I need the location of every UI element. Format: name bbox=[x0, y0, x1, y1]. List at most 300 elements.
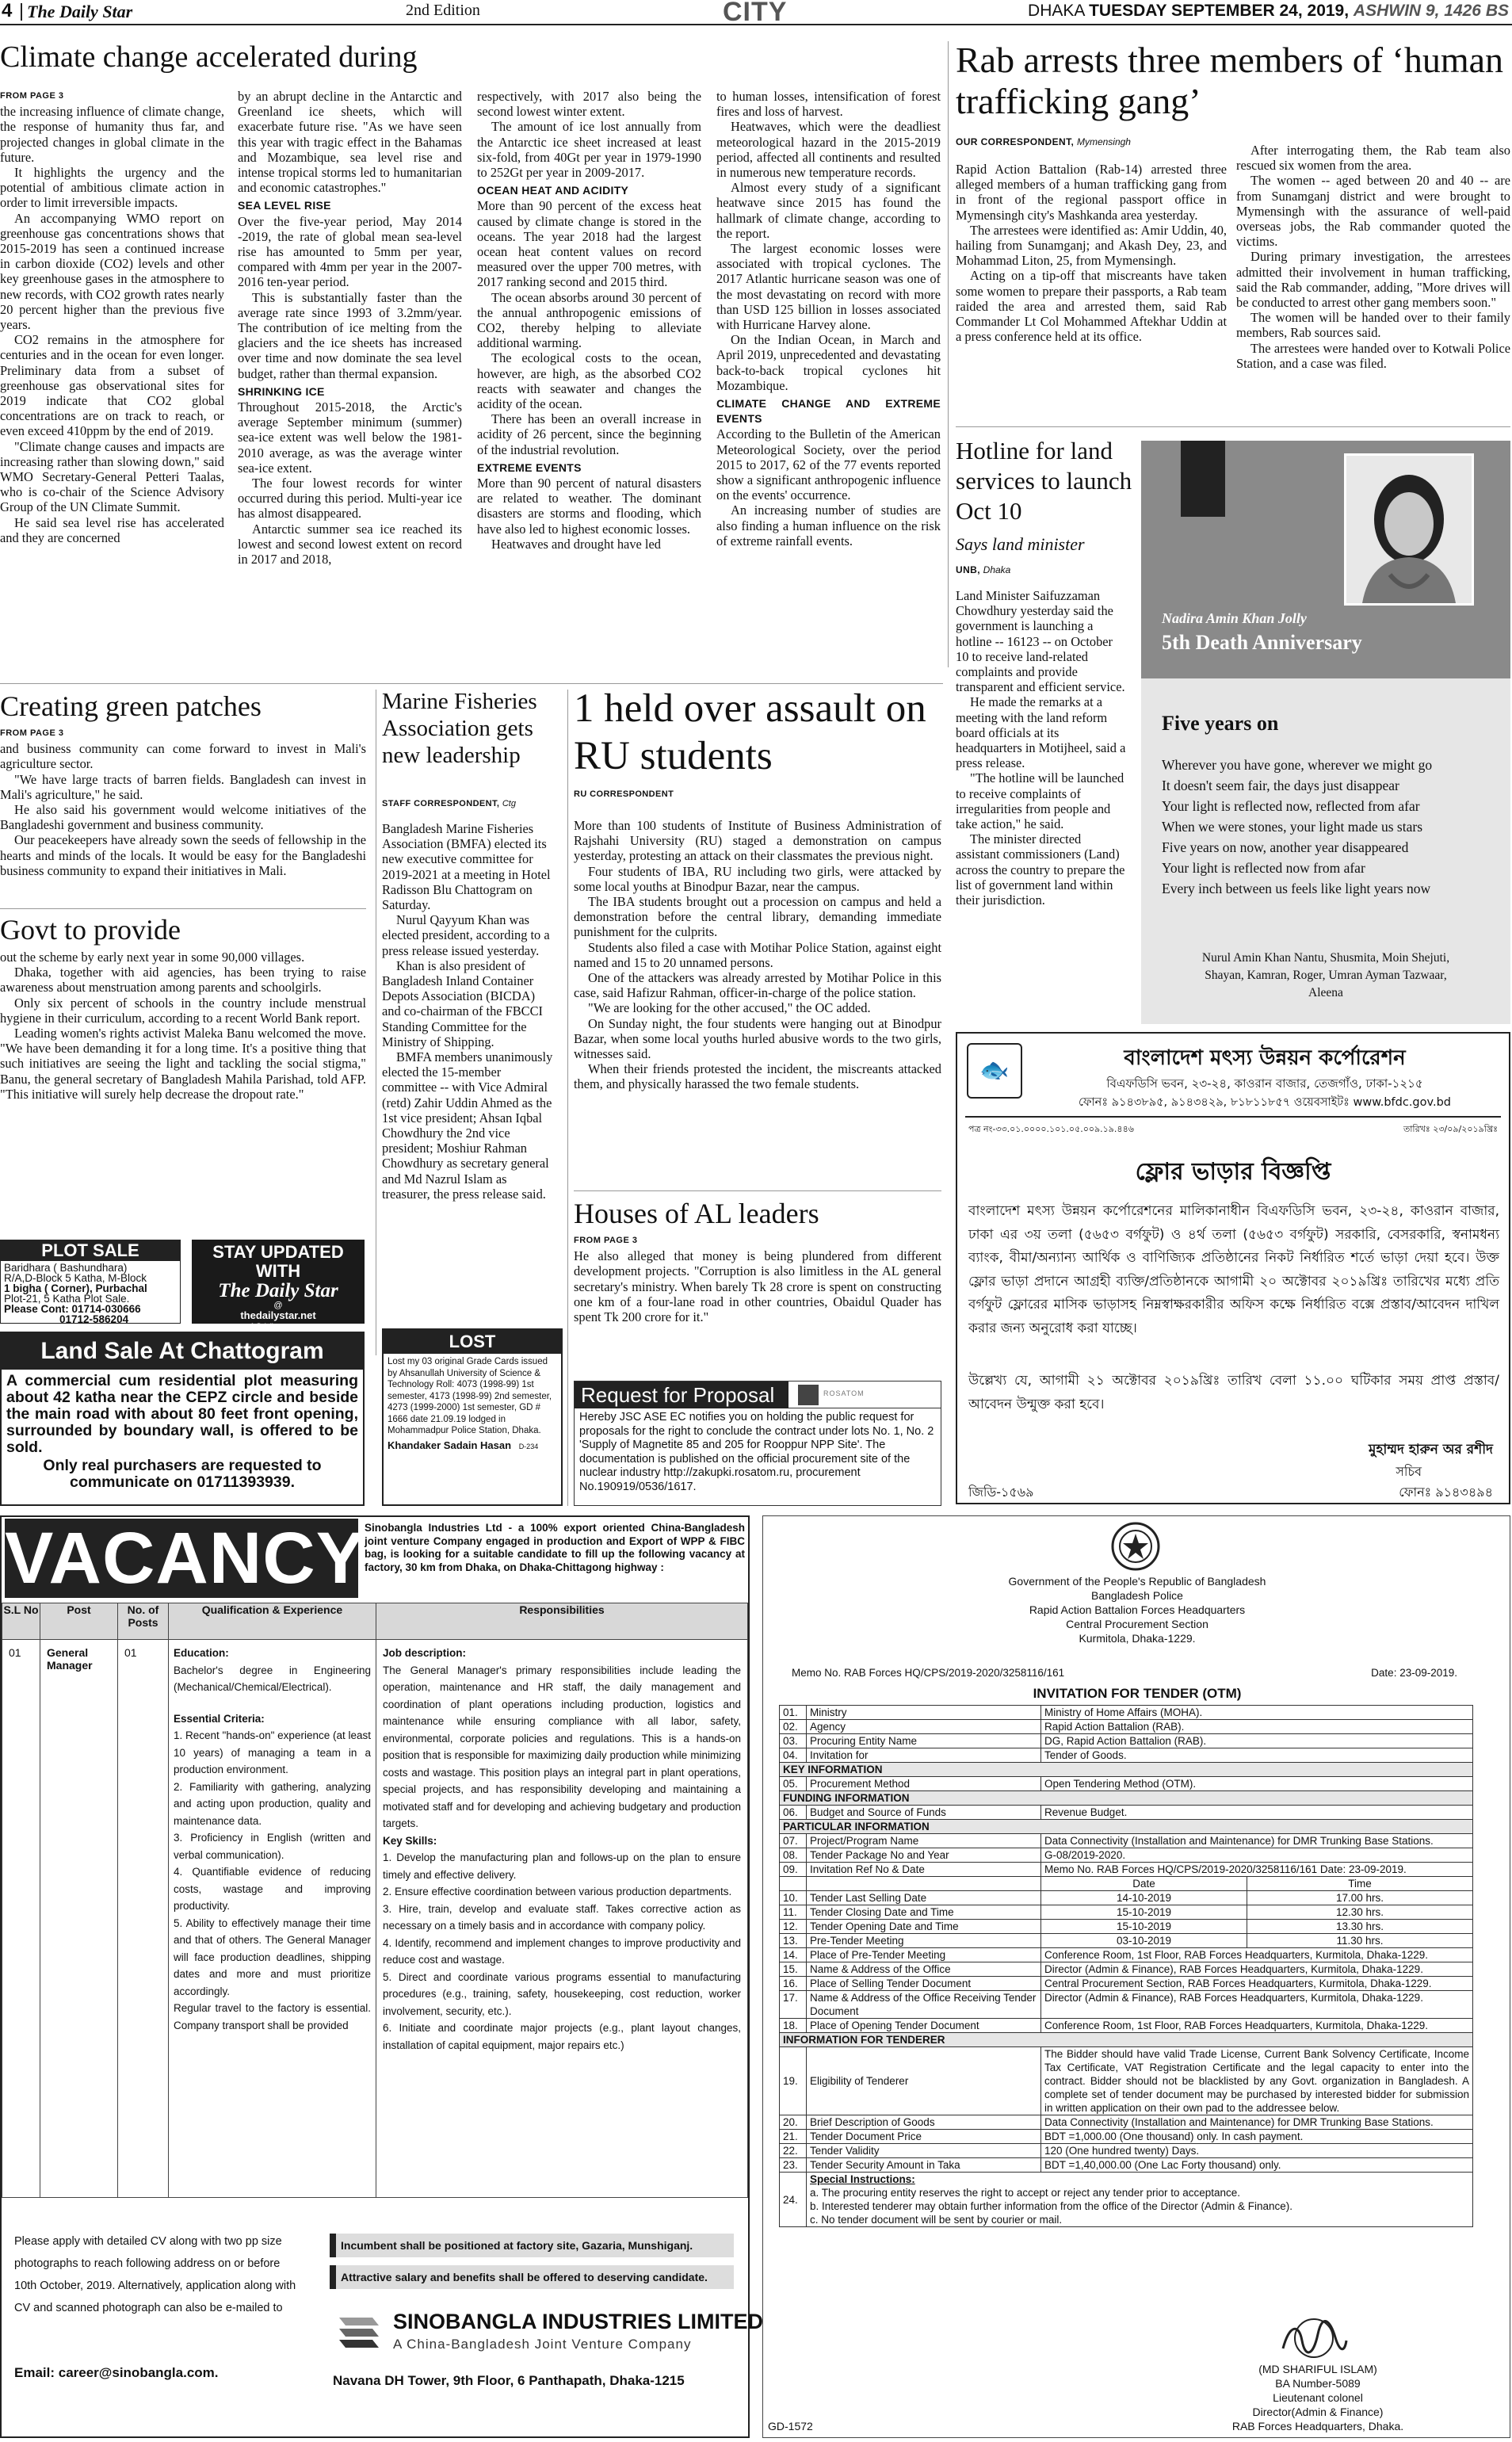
col-header: Responsibilities bbox=[376, 1603, 748, 1640]
land-sale-ad bbox=[0, 1332, 365, 1506]
from-page-label: FROM PAGE 3 bbox=[0, 91, 64, 101]
paragraph: the increasing influence of climate change, the response of humanity thus far, and projected changes in global climate in the future. bbox=[0, 104, 224, 165]
sig-ba: BA Number-5089 bbox=[1275, 2377, 1361, 2390]
stay-updated-social[interactable]: f @dailystarnews bbox=[250, 1322, 306, 1330]
table-row bbox=[780, 1991, 1473, 2019]
tender-title: INVITATION FOR TENDER (OTM) bbox=[1033, 1686, 1242, 1701]
paragraph: More than 90 percent of natural disasters are related to weather. The dominant disasters are storms and flooding, which have also led to highest economic losses. bbox=[477, 476, 701, 537]
special-item: a. The procuring entity reserves the right to accept or reject any tender prior to acceptance. bbox=[810, 2187, 1241, 2199]
paragraph: Rapid Action Battalion (Rab-14) arrested three alleged members of a human trafficking gang from in front of the regional passport office in Mymensingh city's Mashkanda area yesterday. bbox=[956, 162, 1227, 223]
plot-line: Please Cont: 01714-030666 bbox=[4, 1303, 141, 1315]
row-value: DG, Rapid Action Battalion (RAB). bbox=[1041, 1734, 1473, 1748]
row-no: 09. bbox=[780, 1863, 807, 1877]
col-header: S.L No bbox=[2, 1603, 40, 1640]
table-row bbox=[780, 1706, 1473, 1720]
dateline-date: TUESDAY SEPTEMBER 24, 2019, bbox=[1089, 2, 1350, 20]
poem-line: Your light is reflected now, reflected from afar bbox=[1162, 798, 1420, 814]
section-rule bbox=[0, 683, 943, 684]
sig-rank: Lieutenant colonel bbox=[1273, 2391, 1363, 2404]
bfdc-memo: পত্র নং-৩৩.০১.০০০০.১০১.০৫.০০৯.১৯.৪৪৬ bbox=[968, 1124, 1134, 1134]
tender-gov-5: Kurmitola, Dhaka-1229. bbox=[1079, 1632, 1196, 1645]
row-label: Name & Address of the Office Receiving Tender Document bbox=[807, 1991, 1041, 2019]
page-number: 4 bbox=[2, 0, 13, 21]
paragraph: out the scheme by early next year in some 90,000 villages. bbox=[0, 950, 305, 965]
table-row bbox=[780, 2019, 1473, 2033]
paragraph: CO2 remains in the atmosphere for centuries and in the ocean for even longer. Preliminary data from a subset of greenhouse gas observational sites for 2019 indicate that CO2 global concentrations are on track to reach, or even exceed 410ppm by the end of 2019. bbox=[0, 332, 224, 439]
row-label: Brief Description of Goods bbox=[807, 2115, 1041, 2130]
rab-col-2 bbox=[1236, 143, 1510, 371]
marine-headline: Marine Fisheries Association gets new leadership bbox=[382, 689, 537, 768]
row-value: 120 (One hundred twenty) Days. bbox=[1041, 2144, 1473, 2158]
row-value: Central Procurement Section, RAB Forces Headquarters, Kurmitola, Dhaka-1229. bbox=[1041, 1977, 1473, 1991]
date-time-header bbox=[780, 1877, 1473, 1891]
edu-title: Education: bbox=[174, 1647, 229, 1659]
row-no: 13. bbox=[780, 1934, 807, 1948]
poem-line: Every inch between us feels like light years now bbox=[1162, 881, 1431, 896]
land-sale-footer: Only real purchasers are requested to communicate on 01711393939. bbox=[43, 1457, 322, 1491]
poem-line: Five years on now, another year disappeared bbox=[1162, 839, 1409, 855]
rab-byline bbox=[956, 136, 1131, 147]
special-item: c. No tender document will be sent by courier or mail. bbox=[810, 2214, 1063, 2226]
paragraph: "We have large tracts of barren fields. Bangladesh can invest in Mali's agriculture," he said. bbox=[0, 771, 366, 802]
row-value: G-08/2019-2020. bbox=[1041, 1848, 1473, 1863]
plot-sale-body bbox=[1, 1261, 180, 1326]
table-row bbox=[780, 1962, 1473, 1977]
stay-updated-url: thedailystar.net bbox=[240, 1309, 316, 1321]
column-rule bbox=[567, 690, 568, 1506]
tender-table bbox=[779, 1705, 1473, 2227]
dateline bbox=[1028, 2, 1509, 21]
row-value: Memo No. RAB Forces HQ/CPS/2019-2020/3258116/161 Date: 23-09-2019. bbox=[1041, 1863, 1473, 1877]
paragraph: It highlights the urgency and the potential of ambitious climate action in order to limit irreversible impacts. bbox=[0, 165, 224, 211]
row-label: Tender Package No and Year bbox=[807, 1848, 1041, 1863]
row-value: Director (Admin & Finance), RAB Forces Headquarters, Kurmitola, Dhaka-1229. bbox=[1041, 1991, 1473, 2019]
criteria-item: 5. Ability to effectively manage their time and that of others. The General Manager will face production deadlines, shipping dates and more and must prioritize accordingly. bbox=[174, 1917, 371, 1997]
paragraph: Heatwaves and drought have led bbox=[491, 536, 661, 552]
vacancy-note-2: Attractive salary and benefits shall be offered to deserving candidate. bbox=[330, 2265, 734, 2289]
paragraph: He said sea level rise has accelerated and they are concerned bbox=[0, 514, 224, 545]
table-row bbox=[780, 2130, 1473, 2144]
poem-line: It doesn't seem fair, the days just disappear bbox=[1162, 778, 1399, 793]
paragraph: Our peacekeepers have already sown the seeds of fellowship in the hearts and minds of the locals. It would be easy for the Bangladeshi business community to expand their initiatives in Mali. bbox=[0, 832, 366, 878]
portrait-photo bbox=[1344, 453, 1474, 606]
job-title: Job description: bbox=[383, 1647, 467, 1659]
bfdc-body-2: উল্লেখ্য যে, আগামী ২১ অক্টোবর ২০১৯খ্রিঃ তারিখ বেলা ১১.০০ ঘটিকার সময় প্রাপ্ত প্রস্তাব/আবেদন উন্মুক্ত করা হবে। bbox=[968, 1373, 1499, 1412]
paragraph: Leading women's rights activist Maleka Banu welcomed the move. "We have been demanding it for a long time. It's a positive thing that such initiatives are seeing the light and tackling the social stigma," Banu, the general secretary of Bangladesh Mahila Parishad, told AFP. "This initiative will surely help decrease the dropout rate." bbox=[0, 1026, 366, 1102]
row-label: Agency bbox=[807, 1720, 1041, 1734]
row-no: 03. bbox=[780, 1734, 807, 1748]
obituary-name: Nadira Amin Khan Jolly bbox=[1162, 610, 1307, 626]
row-no: 14. bbox=[780, 1948, 807, 1962]
vacancy-ad bbox=[0, 1515, 764, 2438]
table-row bbox=[780, 1948, 1473, 1962]
section-label: KEY INFORMATION bbox=[780, 1763, 1473, 1777]
col-header: Time bbox=[1247, 1877, 1473, 1891]
rfp-header bbox=[575, 1382, 941, 1408]
row-no: 17. bbox=[780, 1991, 807, 2019]
paragraph: Students also filed a case with Motihar Police Station, against eight named and 15 to 20 unnamed persons. bbox=[574, 939, 941, 970]
row-label: Name & Address of the Office bbox=[807, 1962, 1041, 1977]
plot-line: R/A,D-Block 5 Katha, M-Block bbox=[4, 1272, 147, 1284]
row-value: Rapid Action Battalion (RAB). bbox=[1041, 1720, 1473, 1734]
paragraph: Dhaka, together with aid agencies, has been trying to raise awareness about menstruation among parents and schoolgirls. bbox=[0, 965, 366, 996]
tender-gov-2: Bangladesh Police bbox=[1091, 1589, 1183, 1602]
cell-qualification bbox=[169, 1640, 376, 2198]
row-value: BDT =1,40,000.00 (One Lac Forty thousand) only. bbox=[1041, 2158, 1473, 2173]
company-address: Navana DH Tower, 9th Floor, 6 Panthapath, Dhaka-1215 bbox=[333, 2373, 685, 2388]
row-value: Conference Room, 1st Floor, RAB Forces Headquarters, Kurmitola, Dhaka-1229. bbox=[1041, 1948, 1473, 1962]
row-label: Tender Last Selling Date bbox=[807, 1891, 1041, 1905]
dateline-city: DHAKA bbox=[1028, 2, 1085, 20]
row-value: The Bidder should have valid Trade License, Current Bank Solvency Certificate, Income Tax Certificate, VAT Registration Certificate and the legal capacity to enter into the contract. Bidder should not be blacklisted by any Govt. organization in Bangladesh. A complete set of tender document may be purchased by interested bidder for submission in written application on their own pad to the addressee below. bbox=[1041, 2047, 1473, 2115]
section-label: FUNDING INFORMATION bbox=[780, 1791, 1473, 1806]
row-date: 15-10-2019 bbox=[1041, 1920, 1247, 1934]
paragraph: and business community can come forward to invest in Mali's agriculture sector. bbox=[0, 741, 366, 772]
paragraph: The four lowest records for winter occurred during this period. Multi-year ice has almost disappeared. bbox=[238, 476, 462, 522]
row-label: Budget and Source of Funds bbox=[807, 1806, 1041, 1820]
row-label: Procuring Entity Name bbox=[807, 1734, 1041, 1748]
from-page-label: FROM PAGE 3 bbox=[574, 1236, 638, 1245]
row-no: 12. bbox=[780, 1920, 807, 1934]
table-row bbox=[780, 2144, 1473, 2158]
vacancy-note-1: Incumbent shall be positioned at factory site, Gazaria, Munshiganj. bbox=[330, 2234, 734, 2257]
cell-responsibilities bbox=[376, 1640, 748, 2198]
dateline-bangla: ASHWIN 9, 1426 BS bbox=[1353, 2, 1509, 20]
table-row bbox=[780, 1891, 1473, 1905]
bfdc-signer-title: সচিব bbox=[1396, 1464, 1422, 1479]
bfdc-address: বিএফডিসি ভবন, ২৩-২৪, কাওরান বাজার, তেজগাঁও, ঢাকা-১২১৫ bbox=[1106, 1076, 1423, 1091]
marine-body bbox=[382, 821, 555, 1202]
paragraph: by an abrupt decline in the Antarctic and Greenland ice sheets, which will exacerbate future rise. "As we have seen this year with tragic effect in the Bahamas and Mozambique, sea level rise and intense tropical storms led to humanitarian and economic catastrophes." bbox=[238, 89, 462, 196]
row-no: 18. bbox=[780, 2019, 807, 2033]
row-no: 01. bbox=[780, 1706, 807, 1720]
paragraph: Throughout 2015-2018, the Arctic's average September minimum (summer) sea-ice extent was well below the 1981-2010 average, as was the average winter sea-ice extent. bbox=[238, 399, 462, 476]
paragraph: respectively, with 2017 also being the second lowest winter extent. bbox=[477, 89, 701, 120]
paragraph: After interrogating them, the Rab team also rescued six women from the area. bbox=[1236, 143, 1510, 174]
row-no: 21. bbox=[780, 2130, 807, 2144]
paragraph: According to the Bulletin of the American Meteorological Society, over the period 2015 to 2017, 62 of the 77 events reported show a significant anthropogenic influence on the events' occurrence. bbox=[716, 426, 941, 503]
section-rule bbox=[574, 1190, 941, 1191]
paragraph: Four students of IBA, RU including two girls, were attacked by some local youths at Binodpur Bazar, near the campus. bbox=[574, 863, 941, 894]
vacancy-email[interactable]: Email: career@sinobangla.com. bbox=[14, 2365, 219, 2380]
table-row bbox=[780, 2158, 1473, 2173]
poem-line: When we were stones, your light made us stars bbox=[1162, 819, 1423, 835]
table-row bbox=[780, 1905, 1473, 1920]
plot-line: 01712-586204 bbox=[59, 1313, 129, 1325]
section-row bbox=[780, 1763, 1473, 1777]
table-row bbox=[780, 1977, 1473, 1991]
masthead-logo: The Daily Star bbox=[27, 2, 133, 21]
criteria-item: 1. Recent "hands-on" experience (at least 10 years) of managing a team in a production environment. bbox=[174, 1729, 371, 1775]
row-no: 10. bbox=[780, 1891, 807, 1905]
row-label: Eligibility of Tenderer bbox=[807, 2047, 1041, 2115]
subhead: CLIMATE CHANGE AND EXTREME EVENTS bbox=[716, 397, 941, 426]
byline-text: STAFF CORRESPONDENT, bbox=[382, 799, 500, 808]
stay-updated-at: @ bbox=[273, 1301, 283, 1310]
edition-label: 2nd Edition bbox=[406, 2, 480, 19]
signature-scribble bbox=[1278, 2317, 1350, 2360]
from-page-label: FROM PAGE 3 bbox=[0, 728, 64, 738]
hotline-kicker: Says land minister bbox=[956, 534, 1085, 554]
bfdc-logo: 🐟 bbox=[967, 1043, 1022, 1099]
paragraph: He also said his government would welcome initiatives of the Bangladeshi government and business community. bbox=[0, 802, 366, 833]
hotline-byline bbox=[956, 564, 1010, 575]
lost-code: D-234 bbox=[518, 1442, 539, 1450]
row-value: Open Tendering Method (OTM). bbox=[1041, 1777, 1473, 1791]
cell-sl: 01 bbox=[2, 1640, 40, 2198]
company-name: SINOBANGLA INDUSTRIES LIMITED bbox=[393, 2310, 764, 2333]
ru-byline: RU CORRESPONDENT bbox=[574, 789, 674, 799]
black-band bbox=[1181, 441, 1225, 517]
climate-col-3 bbox=[477, 89, 701, 552]
paragraph: The women -- aged between 20 and 40 -- are from Sunamganj district and were brought to Mymensingh with the assurance of well-paid overseas jobs, the Rab commander quoted the victims. bbox=[1236, 173, 1510, 250]
tender-gov-1: Government of the People's Republic of Bangladesh bbox=[1008, 1575, 1266, 1588]
table-row bbox=[780, 1806, 1473, 1820]
bfdc-gd: জিডি-১৫৬৯ bbox=[968, 1485, 1034, 1500]
table-row bbox=[780, 1720, 1473, 1734]
bfdc-body: বাংলাদেশ মৎস্য উন্নয়ন কর্পোরেশনের মালিকানাধীন বিএফডিসি ভবন, ২৩-২৪, কাওরান বাজার, ঢাকা এর ৩য় তলা (৫৬৫৩ বর্গফুট) ও ৪র্থ তলা (৫৬৫৩ বর্গফুট) সরকারি, বেসরকারি, স্বনামধন্য ব্যাংক, বীমা/অন্যান্য আর্থিক ও বাণিজ্যিক প্রতিষ্ঠানের নিকট নির্ধারিত শর্তে ভাড়া দেয়া হবে। উক্ত ফ্লোর ভাড়া প্রদানে আগ্রহী ব্যক্তি/প্রতিষ্ঠানকে আগামী ২০ অক্টোবর ২০১৯খ্রিঃ তারিখের মধ্যে প্রতি বর্গফুট ফ্লোরের মাসিক ভাড়াসহ নিম্নস্বাক্ষরকারীর অফিস কক্ষে নির্ধারিত বক্সে প্রস্তাব/আবেদন দাখিল করার জন্য অনুরোধ করা যাচ্ছে। bbox=[968, 1203, 1499, 1336]
row-label: Tender Security Amount in Taka bbox=[807, 2158, 1041, 2173]
row-label: Place of Selling Tender Document bbox=[807, 1977, 1041, 1991]
table-row bbox=[780, 1848, 1473, 1863]
row-label: Ministry bbox=[807, 1706, 1041, 1720]
ru-headline: 1 held over assault on RU students bbox=[574, 686, 926, 778]
plot-sale-ad bbox=[0, 1240, 181, 1324]
row-no: 24. bbox=[780, 2173, 807, 2227]
stay-updated-ad bbox=[192, 1240, 365, 1330]
bfdc-date: তারিখঃ ২৩/০৯/২০১৯খ্রিঃ bbox=[1403, 1124, 1498, 1134]
paragraph: to human losses, intensification of forest fires and loss of harvest. bbox=[716, 89, 941, 120]
paragraph: More than 90 percent of the excess heat caused by climate change is stored in the oceans. The year 2018 had the largest ocean heat content values on record measured over the upper 700 metres, with 2017 ranking second and 2015 third. bbox=[477, 198, 701, 290]
bfdc-phone: ফোনঃ ৯১৪৩৪৯৪ bbox=[1399, 1485, 1493, 1500]
paragraph: An accompanying WMO report on greenhouse gas concentrations shows that 2015-2019 has seen a continued increase in carbon dioxide (CO2) levels and other key greenhouse gases in the atmosphere to new records, with CO2 growth rates nearly 20 percent higher than the previous five years. bbox=[0, 210, 224, 333]
rab-headline: Rab arrests three members of ‘human trafficking gang’ bbox=[956, 40, 1504, 121]
section-label: INFORMATION FOR TENDERER bbox=[780, 2033, 1473, 2047]
houses-body bbox=[574, 1233, 941, 1324]
rfp-body: Hereby JSC ASE EC notifies you on holding the public request for proposals for the right to conclude the contract under lots No. 1, No. 2 'Supply of Magnetite 85 and 205 for Rooppur NPP Site'. The documentation is published on the official procurement site of the nuclear industry http://zakupki.rosatom.ru, procurement No.190919/0536/1617. bbox=[579, 1411, 934, 1493]
tender-date: Date: 23-09-2019. bbox=[1371, 1667, 1457, 1679]
obituary-family: Nurul Amin Khan Nantu, Shusmita, Moin Shejuti, Shayan, Kamran, Roger, Umran Ayman Tazwaar, Aleena bbox=[1201, 951, 1450, 999]
plot-line: Plot-21, 5 Katha Plot Sale. bbox=[4, 1293, 130, 1305]
special-item: b. Interested tenderer may obtain further information from the office of the Director (Admin & Finance). bbox=[810, 2200, 1293, 2212]
paragraph: The arrestees were handed over to Kotwali Police Station, and a case was filed. bbox=[1236, 340, 1510, 371]
company-subtitle: A China-Bangladesh Joint Venture Company bbox=[393, 2337, 692, 2352]
criteria-item: 3. Proficiency in English (written and verbal communication). bbox=[174, 1832, 371, 1861]
page-header bbox=[0, 0, 1512, 25]
tender-gov-4: Central Procurement Section bbox=[1066, 1618, 1208, 1630]
row-label: Tender Document Price bbox=[807, 2130, 1041, 2144]
paragraph: This is substantially faster than the average rate since 1993 of 3.2mm/year. The contribution of ice melting from the glaciers and the ice sheets has increased over time and now dominate the sea level budget, rather than thermal expansion. bbox=[238, 289, 462, 381]
paragraph: BMFA members unanimously elected the 15-member committee -- with Vice Admiral (retd) Zahir Uddin Ahmed as the 1st vice president; Ahsan Iqbal Chowdhury the 2nd vice president; Moshiur Rahman Chowdhury as secretary general and Md Nazrul Islam as treasurer, the press release said. bbox=[382, 1049, 553, 1202]
ess-title: Essential Criteria: bbox=[174, 1712, 265, 1725]
lost-signature-row bbox=[384, 1439, 561, 1451]
lost-title: LOST bbox=[384, 1330, 561, 1354]
paragraph: Khan is also president of Bangladesh Inland Container Depots Association (BICDA) and co-chairman of the FBCCI Standing Committee for the Ministry of Shipping. bbox=[382, 957, 544, 1049]
vacancy-header bbox=[2, 1517, 748, 1603]
col-header: Date bbox=[1041, 1877, 1247, 1891]
row-label: Invitation for bbox=[807, 1748, 1041, 1763]
row-value: Tender of Goods. bbox=[1041, 1748, 1473, 1763]
sig-name: (MD SHARIFUL ISLAM) bbox=[1258, 2363, 1377, 2375]
sinobangla-logo-icon bbox=[333, 2310, 385, 2354]
lost-signature: Khandaker Sadain Hasan bbox=[388, 1439, 512, 1451]
paragraph: Land Minister Saifuzzaman Chowdhury yesterday said the government is launching a hotline -- 16123 -- on October 10 to receive land-related complaints and provide transparent and efficient service. bbox=[956, 588, 1125, 695]
portrait-icon bbox=[1346, 456, 1472, 603]
bfdc-org: বাংলাদেশ মৎস্য উন্নয়ন কর্পোরেশন bbox=[1124, 1046, 1406, 1070]
stay-updated-title: STAY UPDATED WITH bbox=[212, 1242, 344, 1281]
paragraph: There has been an overall increase in acidity of 26 percent, since the beginning of the industrial revolution. bbox=[477, 411, 701, 457]
vacancy-table bbox=[2, 1603, 748, 2198]
land-sale-title: Land Sale At Chattogram bbox=[2, 1333, 363, 1370]
row-label: Invitation Ref No & Date bbox=[807, 1863, 1041, 1877]
rfp-ad bbox=[574, 1381, 941, 1506]
paragraph: He also alleged that money is being plundered from different development projects. "Corruption is also limitless in the AL general secretary's ministry. When barely Tk 28 crore is spent on constructing one km of a four-lane road in other countries, Obaidul Quader has spent Tk 200 crore for it." bbox=[574, 1248, 941, 1325]
row-no: 08. bbox=[780, 1848, 807, 1863]
rfp-title: Request for Proposal bbox=[575, 1382, 788, 1408]
row-no: 16. bbox=[780, 1977, 807, 1991]
paragraph: He made the remarks at a meeting with the land reform board officials at its headquarters in Motijheel, said a press release. bbox=[956, 694, 1126, 771]
rab-col-1 bbox=[956, 162, 1227, 344]
climate-headline: Climate change accelerated during bbox=[0, 40, 418, 74]
cell-post: General Manager bbox=[40, 1640, 118, 2198]
sig-org: RAB Forces Headquarters, Dhaka. bbox=[1231, 2420, 1404, 2432]
houses-headline: Houses of AL leaders bbox=[574, 1198, 819, 1229]
skill-item: 2. Ensure effective coordination between various production departments. bbox=[383, 1886, 732, 1897]
climate-col-1 bbox=[0, 89, 224, 545]
green-body bbox=[0, 726, 366, 878]
paragraph: More than 100 students of Institute of Business Administration of Rajshahi University (RU) staged a demonstration on campus yesterday, protesting an attack on their classmates the previous night. bbox=[574, 818, 941, 864]
lost-ad bbox=[382, 1328, 563, 1506]
hotline-headline: Hotline for land services to launch Oct 10 bbox=[956, 437, 1132, 525]
paragraph: An increasing number of studies are also finding a human influence on the risk of extreme rainfall events. bbox=[716, 503, 941, 548]
row-value: Data Connectivity (Installation and Maintenance) for DMR Trunking Base Stations. bbox=[1041, 2115, 1473, 2130]
paragraph: Bangladesh Marine Fisheries Association (BMFA) elected its new executive committee for 2019-2021 at a meeting in Hotel Radisson Blu Chattogram on Saturday. bbox=[382, 821, 551, 913]
criteria-item: 2. Familiarity with gathering, analyzing and acting upon production, quality and maintenance data. bbox=[174, 1780, 371, 1827]
row-value: Conference Room, 1st Floor, RAB Forces Headquarters, Kurmitola, Dhaka-1229. bbox=[1041, 2019, 1473, 2033]
land-sale-body: A commercial cum residential plot measuring about 42 katha near the CEPZ circle and beside the main road with about 80 feet front opening, surrounded by boundary wall, is offered to be sold. bbox=[6, 1372, 358, 1456]
vacancy-apply: Please apply with detailed CV along with two pp size photographs to reach following address on or before 10th October, 2019. Alternatively, application along with CV and scanned photograph can also be e-mailed to bbox=[14, 2235, 296, 2314]
bfdc-title: ফ্লোর ভাড়ার বিজ্ঞপ্তি bbox=[1135, 1158, 1331, 1186]
poem-line: Your light is reflected now from afar bbox=[1162, 860, 1365, 876]
section-name: CITY bbox=[723, 0, 788, 27]
skill-item: 5. Direct and coordinate various programs essential to manufacturing procedures (e.g., training, safety, housekeeping, cost reduction, worker involvement, security, etc.). bbox=[383, 1970, 741, 2017]
plot-line: Baridhara ( Bashundhara) bbox=[4, 1262, 128, 1274]
row-no: 11. bbox=[780, 1905, 807, 1920]
criteria-item: 4. Quantifiable evidence of reducing costs, wastage and improving productivity. bbox=[174, 1866, 371, 1912]
obituary-box bbox=[1141, 441, 1510, 1024]
row-no: 22. bbox=[780, 2144, 807, 2158]
ru-body bbox=[574, 818, 941, 1092]
row-label: Tender Closing Date and Time bbox=[807, 1905, 1041, 1920]
paragraph: One of the attackers was already arrested by Motihar Police in this case, said Hafizur Rahman, officer-in-charge of the police station. bbox=[574, 970, 941, 1001]
row-no: 23. bbox=[780, 2158, 807, 2173]
bfdc-contact: ফোনঃ ৯১৪৩৮৯৫, ৯১৪৩৪২৯, ৮১৮১১৮৫৭ ওয়েবসাইটঃ www.bfdc.gov.bd bbox=[1079, 1096, 1451, 1109]
row-no: 07. bbox=[780, 1834, 807, 1848]
subhead: SEA LEVEL RISE bbox=[238, 199, 331, 212]
paragraph: The minister directed assistant commissioners (Land) across the country to prepare the list of government land within their jurisdiction. bbox=[956, 831, 1125, 908]
paragraph: The amount of ice lost annually from the Antarctic ice sheet increased at least six-fold, from 40Gt per year in 1979-1990 to 252Gt per year in 2009-2017. bbox=[477, 119, 701, 181]
paragraph: On Sunday night, the four students were hanging out at Binodpur Bazar, when some local youths hurled abusive words to the two girls, witnesses said. bbox=[574, 1015, 941, 1062]
table-row bbox=[780, 2047, 1473, 2115]
cell-num: 01 bbox=[118, 1640, 169, 2198]
skill-item: 1. Develop the manufacturing plan and follows-up on the plan to ensure timely and effective delivery. bbox=[383, 1852, 741, 1881]
poem-line: Wherever you have gone, wherever we might go bbox=[1162, 757, 1433, 773]
tender-gov-3: Rapid Action Battalion Forces Headquarters bbox=[1029, 1603, 1246, 1616]
header-divider bbox=[21, 3, 22, 21]
table-row bbox=[780, 1734, 1473, 1748]
paragraph: Antarctic summer sea ice reached its lowest and second lowest extent on record in 2017 and 2018, bbox=[238, 521, 462, 568]
table-row bbox=[780, 1920, 1473, 1934]
paragraph: On the Indian Ocean, in March and April 2019, unprecedented and devastating back-to-back tropical cyclones hit Mozambique. bbox=[716, 332, 941, 393]
table-row bbox=[780, 1934, 1473, 1948]
paragraph: When their friends protested the incident, the miscreants attacked them, and physically harassed the two female students. bbox=[574, 1061, 941, 1092]
marine-byline bbox=[382, 799, 516, 808]
govt-headline: Govt to provide bbox=[0, 914, 181, 946]
table-row bbox=[780, 1748, 1473, 1763]
paragraph: During primary investigation, the arrestees admitted their involvement in human trafficking, said the Rab commander, adding, "More drives will be conducted to arrest other gang members soon." bbox=[1236, 249, 1510, 311]
row-value: Data Connectivity (Installation and Maintenance) for DMR Trunking Base Stations. bbox=[1041, 1834, 1473, 1848]
section-label: PARTICULAR INFORMATION bbox=[780, 1820, 1473, 1834]
table-row bbox=[780, 2115, 1473, 2130]
green-headline: Creating green patches bbox=[0, 690, 262, 722]
bfdc-signer: মুহাম্মদ হারুন অর রশীদ bbox=[1369, 1442, 1493, 1458]
col-header: No. of Posts bbox=[118, 1603, 169, 1640]
table-row bbox=[780, 1863, 1473, 1877]
vacancy-title: VACANCY bbox=[5, 1518, 366, 1599]
edu-text: Bachelor's degree in Engineering (Mechanical/Chemical/Electrical). bbox=[174, 1664, 371, 1693]
climate-col-2 bbox=[238, 89, 462, 567]
paragraph: Over the five-year period, May 2014 -2019, the rate of global mean sea-level rise has amounted to 5mm per year, compared with 4mm per year in the 2007-2016 ten-year period. bbox=[238, 213, 462, 290]
plot-sale-title: PLOT SALE bbox=[1, 1240, 180, 1261]
tender-memo: Memo No. RAB Forces HQ/CPS/2019-2020/3258116/161 bbox=[792, 1667, 1065, 1679]
bfdc-rule bbox=[965, 1116, 1501, 1118]
byline-place: Ctg bbox=[502, 799, 516, 808]
subhead: OCEAN HEAT AND ACIDITY bbox=[477, 184, 629, 197]
criteria-item: Regular travel to the factory is essential. Company transport shall be provided bbox=[174, 2002, 371, 2031]
paragraph: "Climate change causes and impacts are increasing rather than slowing down," said WMO Secretary-General Petteri Taalas, who is co-chair of the Science Advisory Group of the UN Climate Summit. bbox=[0, 438, 224, 515]
row-label: Place of Opening Tender Document bbox=[807, 2019, 1041, 2033]
row-no: 06. bbox=[780, 1806, 807, 1820]
obituary-anniversary: 5th Death Anniversary bbox=[1162, 631, 1362, 654]
col-header: Post bbox=[40, 1603, 118, 1640]
paragraph: Almost every study of a significant heatwave since 2015 has found the hallmark of climate change, according to the report. bbox=[716, 180, 941, 241]
col-header: Qualification & Experience bbox=[169, 1603, 376, 1640]
row-label: Tender Opening Date and Time bbox=[807, 1920, 1041, 1934]
row-no: 02. bbox=[780, 1720, 807, 1734]
special-title: Special Instructions: bbox=[810, 2173, 915, 2185]
govt-body bbox=[0, 950, 366, 1102]
paragraph: Acting on a tip-off that miscreants have taken some women to prepare their passports, a Rab team raided the area and arrested them, said Rab Commander Lt Col Mohammed Aftekhar Uddin at a press conference held at its office. bbox=[956, 268, 1227, 345]
row-value: BDT =1,000.00 (One thousand) only. In cash payment. bbox=[1041, 2130, 1473, 2144]
paragraph: Nurul Qayyum Khan was elected president, according to a press release issued yesterday. bbox=[382, 912, 550, 958]
rfp-logo-text: ROSATOM bbox=[823, 1389, 865, 1397]
row-time: 12.30 hrs. bbox=[1247, 1905, 1473, 1920]
section-row bbox=[780, 2033, 1473, 2047]
row-date: 14-10-2019 bbox=[1041, 1891, 1247, 1905]
skill-item: 4. Identify, recommend and implement changes to improve productivity and reduce cost and wastage. bbox=[383, 1936, 741, 1966]
table-row bbox=[780, 2173, 1473, 2227]
row-no: 05. bbox=[780, 1777, 807, 1791]
paragraph: Only six percent of schools in the country include menstrual hygiene in their curriculum, according to a recent World Bank report. bbox=[0, 995, 366, 1026]
paragraph: The IBA students brought out a procession on campus and held a demonstration before the central library, demanding immediate punishment for the culprits. bbox=[574, 894, 941, 940]
row-date: 03-10-2019 bbox=[1041, 1934, 1247, 1948]
poem bbox=[1162, 756, 1432, 900]
subhead: EXTREME EVENTS bbox=[477, 461, 582, 474]
row-label: Pre-Tender Meeting bbox=[807, 1934, 1041, 1948]
paragraph: The arrestees were identified as: Amir Uddin, 40, hailing from Sunamganj; and Akash Dey, 23, and Mohammad Liton, 25, from Mymensingh. bbox=[956, 222, 1227, 269]
byline-text: UNB, bbox=[956, 564, 980, 575]
row-time: 17.00 hrs. bbox=[1247, 1891, 1473, 1905]
